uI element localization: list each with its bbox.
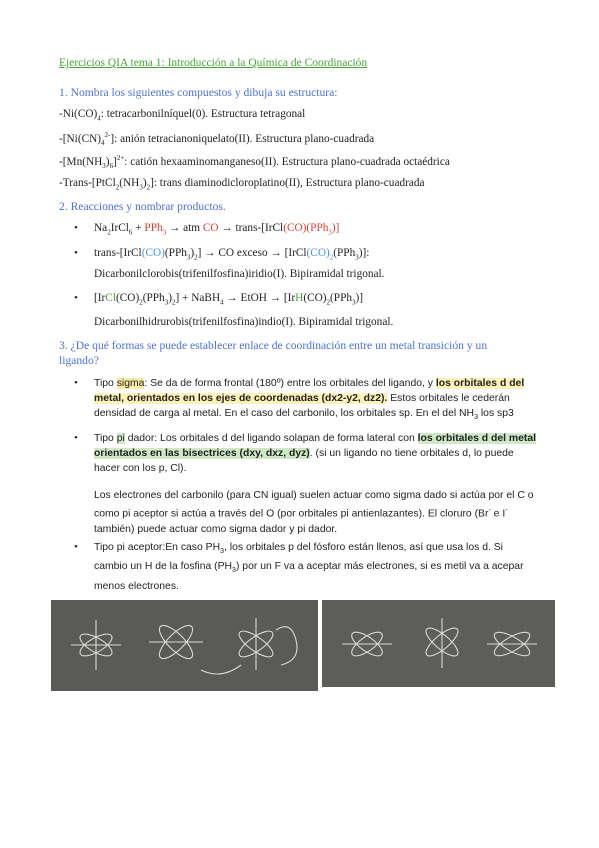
section-1-heading: 1. Nombra los siguientes compuestos y dibuja su estructura:	[59, 86, 338, 99]
chalkboard-photo-right	[322, 600, 555, 687]
section-2-heading: 2. Reacciones y nombrar productos.	[59, 200, 226, 213]
pi-aceptor-paragraph: Tipo pi aceptor:En caso $PH_3$, los orbitales p del fósforo están llenos, así que usa los d. Si cambio un H de la fosfina $(PH_3)$ por un F va a aceptar más electrones, si es metil va a acepar menos electrones.	[94, 542, 524, 592]
compound-line-1: $-Ni(CO)_4$: tetracarbonilníquel(0). Estructura tetragonal	[59, 108, 306, 123]
reaction-2: trans-$[IrCl(CO)(PPh_3)_2]$ → CO exceso → $[IrCl(CO)_2(PPh_3)]$:	[94, 247, 370, 262]
bullet: •	[74, 292, 78, 304]
section-3-heading-line-2: ligando?	[59, 354, 99, 367]
chalkboard-photo-left	[51, 600, 318, 691]
reaction-3-product-name: Dicarbonilhidrurobis(trifenilfosfina)indio(I). Bipiramidal trigonal.	[94, 316, 394, 328]
document-title: Ejercicios QIA tema 1: Introducción a la Química de Coordinación	[59, 57, 368, 69]
reaction-3: $[IrCl(CO)_2(PPh_3)_2]$ + NaBH$_4$ → EtOH → $[IrH(CO)_2(PPh_3)]$	[94, 292, 364, 307]
compound-line-4: $-Trans-[PtCl_2(NH_3)_2]$: trans diaminodicloroplatino(II), Estructura plano-cuadrada	[59, 177, 425, 192]
bullet: •	[74, 541, 78, 553]
bullet: •	[74, 377, 78, 389]
compound-line-3: $-[Mn(NH_3)_6]^{2+}$: catión hexaaminomanganeso(II). Estructura plano-cuadrada octaédrica	[59, 154, 450, 171]
sigma-paragraph: Tipo sigma: Se da de forma frontal (180º) entre los orbitales del ligando, y los orbitales d del metal, orientados en los ejes de coordenadas (dx2-y2, dz2). Estos orbitales le cederán densidad de carga al metal. En el caso del carbonilo, los orbitales sp. En el del $NH_3$ los sp3	[94, 378, 525, 422]
bullet: •	[74, 247, 78, 259]
compound-line-2: $-[Ni(CN)_4^{2-}]$: anión tetracianoniquelato(II). Estructura plano-cuadrada	[59, 131, 375, 148]
bullet: •	[74, 222, 78, 234]
reaction-1: $Na_2IrCl_6 + PPh_3$ → atm CO → trans-[IrCl(CO)(PPh$_3$)]	[94, 222, 340, 237]
pi-dador-paragraph: Tipo pi dador: Los orbitales d del ligando solapan de forma lateral con los orbitales d del metal orientados en las bisectrices (dxy, dxz, dyz). (si un ligando no tiene orbitales d, lo puede hacer con los p, Cl).	[94, 433, 537, 475]
bullet: •	[74, 432, 78, 444]
carbonyl-paragraph: Los electrones del carbonilo (para CN igual) suelen actuar como sigma dado si actúa por el C o como pi aceptor si actúa a través del O (por orbitales pi antienlazantes). El cloruro (Br- e I- también) puede actuar como sigma dador y pi dador.	[94, 490, 534, 535]
section-3-heading-line-1: 3. ¿De qué formas se puede establecer enlace de coordinación entre un metal transición y un	[59, 339, 488, 352]
reaction-2-product-name: Dicarbonilclorobis(trifenilfosfina)iridio(I). Bipiramidal trigonal.	[94, 268, 385, 280]
